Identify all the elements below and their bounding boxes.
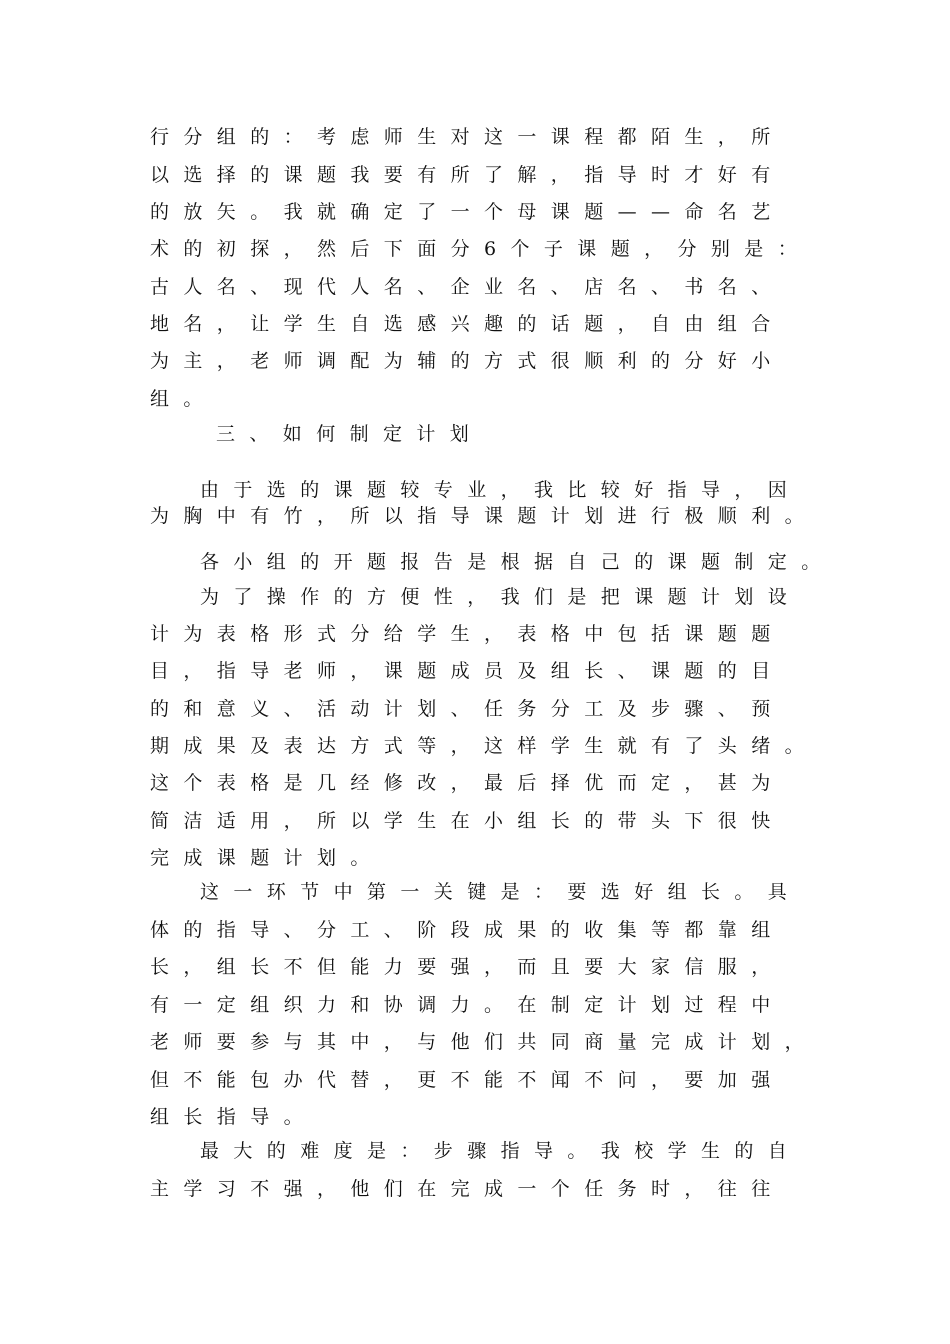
text-line: 以选择的课题我要有所了解，指导时才好有 — [150, 164, 785, 186]
text-line: 长，组长不但能力要强，而且要大家信服， — [150, 956, 785, 978]
text-line: 体的指导、分工、阶段成果的收集等都靠组 — [150, 919, 785, 941]
text-line: 计为表格形式分给学生，表格中包括课题题 — [150, 623, 785, 645]
text-line: 行分组的：考虑师生对这一课程都陌生，所 — [150, 126, 785, 148]
paragraph-first-line: 最大的难度是：步骤指导。我校学生的自 — [200, 1140, 802, 1162]
paragraph-first-line: 由于选的课题较专业，我比较好指导，因 — [200, 479, 802, 501]
text-line: 期成果及表达方式等，这样学生就有了头绪。 — [150, 735, 819, 757]
paragraph-first-line: 这一环节中第一关键是：要选好组长。具 — [200, 881, 802, 903]
text-line: 有一定组织力和协调力。在制定计划过程中 — [150, 994, 785, 1016]
text-line: 组。 — [150, 388, 217, 410]
text-line: 目，指导老师，课题成员及组长、课题的目 — [150, 660, 785, 682]
text-line: 为主，老师调配为辅的方式很顺利的分好小 — [150, 350, 785, 372]
text-line: 的放矢。我就确定了一个母课题——命名艺 — [150, 201, 785, 223]
paragraph-first-line: 为了操作的方便性，我们是把课题计划设 — [200, 586, 802, 608]
text-line: 简洁适用，所以学生在小组长的带头下很快 — [150, 810, 785, 832]
text-line: 主学习不强，他们在完成一个任务时，往往 — [150, 1178, 785, 1200]
text-line: 完成课题计划。 — [150, 847, 384, 869]
text-line: 这个表格是几经修改，最后择优而定，甚为 — [150, 772, 785, 794]
text-line: 地名，让学生自选感兴趣的话题，自由组合 — [150, 313, 785, 335]
text-line: 组长指导。 — [150, 1106, 318, 1128]
text-line: 老师要参与其中，与他们共同商量完成计划， — [150, 1031, 819, 1053]
text-line: 为胸中有竹，所以指导课题计划进行极顺利。 — [150, 505, 819, 527]
text-line: 但不能包办代替，更不能不闻不问，要加强 — [150, 1069, 785, 1091]
paragraph-first-line: 各小组的开题报告是根据自己的课题制定。 — [200, 551, 835, 573]
text-line: 术的初探，然后下面分6个子课题，分别是： — [150, 238, 812, 260]
text-line: 古人名、现代人名、企业名、店名、书名、 — [150, 276, 785, 298]
section-heading: 三、如何制定计划 — [216, 423, 484, 445]
text-line: 的和意义、活动计划、任务分工及步骤、预 — [150, 698, 785, 720]
